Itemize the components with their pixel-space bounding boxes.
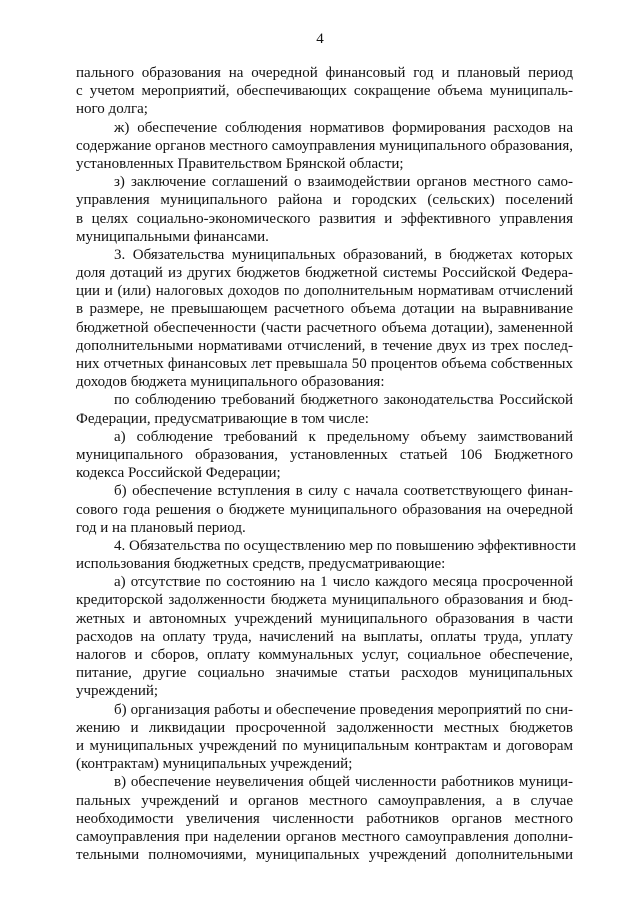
text-line: доходов бюджета муниципального образования:: [76, 374, 385, 391]
text-line: а) соблюдение требований к предельному объему заимствований: [114, 428, 573, 445]
text-line: год и на плановый период.: [76, 519, 246, 536]
text-line: кредиторской задолженности бюджета муниципального образования и бюд-: [76, 592, 573, 609]
text-line: в размере, не превышающем расчетного объема дотации на выравнивание: [76, 301, 573, 318]
text-line: управления муниципального района и городских (сельских) поселений: [76, 192, 573, 209]
text-line: установленных Правительством Брянской области;: [76, 155, 404, 172]
text-line: учреждений;: [76, 683, 159, 700]
text-line: бюджетной обеспеченности (части расчетного объема дотации), замененной: [76, 319, 573, 336]
text-line: б) организация работы и обеспечение проведения мероприятий по сни-: [114, 701, 573, 718]
text-line: доля дотаций из других бюджетов бюджетной системы Российской Федера-: [76, 265, 573, 282]
text-line: дополнительными нормативами отчислений, в течение двух из трех послед-: [76, 337, 573, 354]
text-line: муниципального образования, установленных статьей 106 Бюджетного: [76, 446, 573, 463]
text-line: по соблюдению требований бюджетного законодательства Российской: [114, 392, 573, 409]
text-line: сового года решения о бюджете муниципального образования на очередной: [76, 501, 573, 518]
text-line: самоуправления при наделении органов местного самоуправления дополни-: [76, 828, 573, 845]
text-line: необходимости увеличения численности работников органов местного: [76, 810, 573, 827]
text-line: (контрактам) муниципальных учреждений;: [76, 756, 353, 773]
text-line: тельными полномочиями, муниципальных учреждений дополнительными: [76, 847, 573, 864]
text-line: а) отсутствие по состоянию на 1 число каждого месяца просроченной: [114, 574, 573, 591]
text-line: содержание органов местного самоуправления муниципального образования,: [76, 137, 573, 154]
page-number: 4: [316, 31, 324, 47]
text-line: жетных и автономных учреждений муниципального образования в части: [76, 610, 573, 627]
text-line: использования бюджетных средств, предусматривающие:: [76, 556, 446, 573]
text-line: питание, другие социально значимые статьи расходов муниципальных: [76, 665, 573, 682]
text-line: них отчетных финансовых лет превышала 50 процентов объема собственных: [76, 356, 573, 372]
text-line: пальных учреждений и органов местного самоуправления, а в случае: [76, 792, 573, 809]
document-body: [76, 64, 577, 864]
text-line: в) обеспечение неувеличения общей численности работников муници-: [114, 774, 573, 791]
text-line: Федерации, предусматривающие в том числе:: [76, 410, 369, 427]
text-line: ции и (или) налоговых доходов по дополнительным нормативам отчислений: [76, 283, 573, 300]
text-line: кодекса Российской Федерации;: [76, 465, 281, 482]
text-line: с учетом мероприятий, обеспечивающих сокращение объема муниципаль-: [76, 83, 573, 100]
text-line: ного долга;: [76, 101, 148, 118]
text-line: и муниципальных учреждений по муниципальным контрактам и договорам: [76, 737, 573, 754]
text-line: расходов на оплату труда, начислений на выплаты, оплаты труда, уплату: [76, 628, 573, 645]
text-line: налогов и сборов, оплату коммунальных услуг, социальное обеспечение,: [76, 647, 573, 663]
text-line: жению и ликвидации просроченной задолженности местных бюджетов: [76, 719, 573, 736]
text-line: муниципальными финансами.: [76, 228, 269, 245]
text-line: з) заключение соглашений о взаимодействии органов местного само-: [114, 174, 573, 191]
text-line: ж) обеспечение соблюдения нормативов формирования расходов на: [114, 119, 573, 136]
text-line: б) обеспечение вступления в силу с начала соответствующего финан-: [114, 483, 573, 500]
text-line: 3. Обязательства муниципальных образований, в бюджетах которых: [114, 246, 573, 263]
text-line: пального образования на очередной финансовый год и плановый период: [76, 65, 573, 81]
text-line: в целях социально-экономического развития и эффективного управления: [76, 210, 573, 227]
text-line: 4. Обязательства по осуществлению мер по повышению эффективности: [114, 537, 577, 554]
